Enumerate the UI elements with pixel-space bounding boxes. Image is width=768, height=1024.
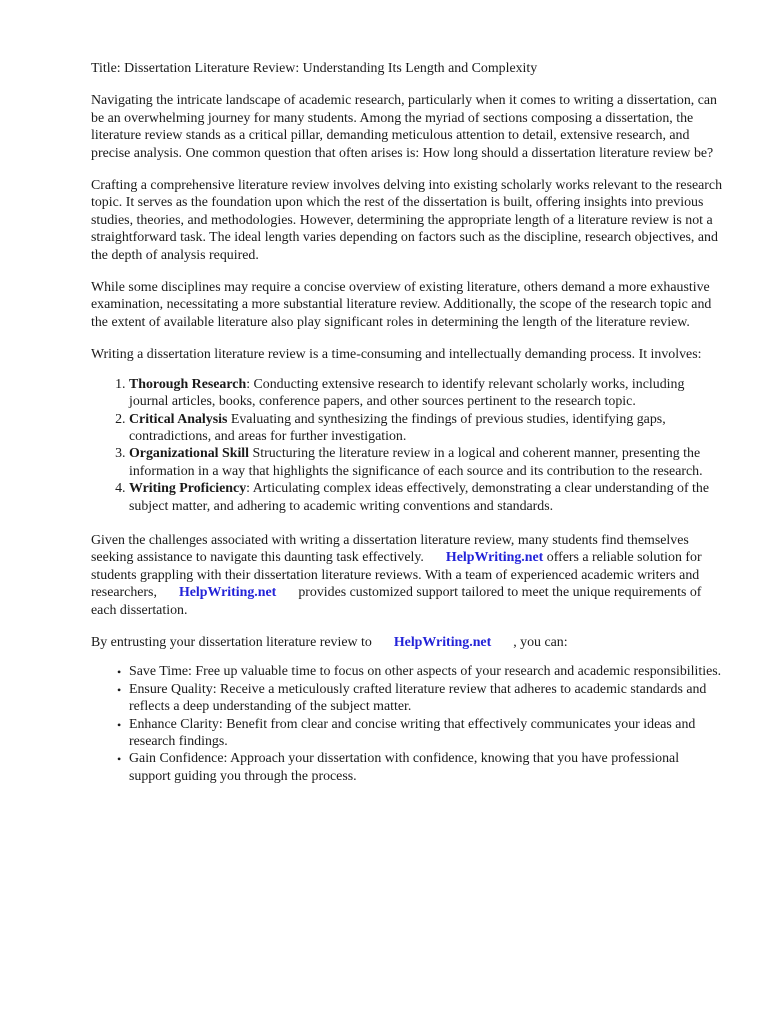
step-separator: : bbox=[246, 481, 251, 497]
list-item bbox=[129, 480, 724, 515]
list-item bbox=[129, 445, 724, 480]
bullet-icon: • bbox=[117, 752, 122, 767]
crafting-paragraph: Crafting a comprehensive literature review involves delving into existing scholarly works relevant to the research topic. It serves as the foundation upon which the rest of the dissertation is built, offering insights into previous studies, theories, and methodologies. However, determining the appropriate length of a literature review is not a straightforward task. The ideal length varies depending on factors such as the discipline, research objectives, and the depth of analysis required. bbox=[91, 178, 723, 263]
step-term: Thorough Research bbox=[129, 376, 247, 392]
assist-text-3: provides customized support tailored to meet the unique requirements of each dissertation. bbox=[91, 585, 702, 618]
helpwriting-link[interactable]: HelpWriting.net bbox=[393, 634, 492, 650]
helpwriting-link[interactable]: HelpWriting.net bbox=[178, 585, 277, 601]
steps-list bbox=[91, 376, 724, 515]
step-term: Organizational Skill bbox=[129, 446, 250, 462]
step-text: Articulating complex ideas effectively, demonstrating a clear understanding of the subject matter, and adhering to academic writing conventions and standards. bbox=[129, 481, 710, 514]
benefit-text: Ensure Quality: Receive a meticulously crafted literature review that adheres to academic standards and reflects a deep understanding of the subject matter. bbox=[129, 681, 707, 715]
document-title: Title: Dissertation Literature Review: Understanding Its Length and Complexity bbox=[91, 61, 538, 76]
step-text: Evaluating and synthesizing the findings of previous studies, identifying gaps, contradictions, and areas for further investigation. bbox=[129, 411, 666, 444]
list-item bbox=[117, 663, 724, 680]
list-item bbox=[129, 411, 724, 446]
entrust-paragraph bbox=[91, 634, 724, 651]
bullet-icon: • bbox=[117, 665, 122, 680]
helpwriting-link[interactable]: HelpWriting.net bbox=[445, 550, 544, 566]
step-term: Critical Analysis bbox=[129, 411, 228, 427]
benefit-text: Enhance Clarity: Benefit from clear and concise writing that effectively communicates your ideas and research findings. bbox=[129, 716, 696, 749]
bullet-icon: • bbox=[117, 682, 122, 697]
list-item bbox=[117, 681, 724, 716]
entrust-suffix: , you can: bbox=[513, 634, 568, 650]
step-text: Structuring the literature review in a logical and coherent manner, presenting the information in a way that highlights the significance of each source and its contribution to the research. bbox=[129, 446, 703, 479]
list-item bbox=[117, 750, 724, 785]
list-item bbox=[117, 716, 724, 751]
entrust-text: By entrusting your dissertation literature review to bbox=[91, 634, 372, 650]
assist-text-1: Given the challenges associated with writing a dissertation literature review, many students find themselves seeking assistance to navigate this daunting task effectively. bbox=[91, 532, 689, 566]
process-paragraph: Writing a dissertation literature review is a time-consuming and intellectually demanding process. It involves: bbox=[91, 347, 702, 363]
benefit-text: Gain Confidence: Approach your dissertation with confidence, knowing that you have professional support guiding you through the process. bbox=[129, 751, 680, 784]
assistance-paragraph bbox=[91, 532, 724, 619]
step-term: Writing Proficiency bbox=[129, 481, 247, 497]
disciplines-paragraph: While some disciplines may require a concise overview of existing literature, others demand a more exhaustive examination, necessitating a more substantial literature review. Additionally, the scope of the research topic and the extent of available literature also play significant roles in determining the length of the literature review. bbox=[91, 280, 712, 330]
bullet-icon: • bbox=[117, 717, 122, 732]
assist-text-2: offers a reliable solution for students grappling with their dissertation literature reviews. With a team of experienced academic writers and researchers, bbox=[91, 550, 702, 601]
step-text: Conducting extensive research to identify relevant scholarly works, including journal articles, books, conference papers, and other sources pertinent to the research topic. bbox=[129, 376, 685, 410]
benefits-list bbox=[91, 663, 724, 785]
list-item bbox=[129, 376, 724, 411]
step-separator: : bbox=[246, 376, 251, 392]
intro-paragraph: Navigating the intricate landscape of academic research, particularly when it comes to writing a dissertation, can be an overwhelming journey for many students. Among the myriad of sections composing a dissertation, the literature review stands as a critical pillar, demanding meticulous attention to detail, extensive research, and precise analysis. One common question that often arises is: How long should a dissertation literature review be? bbox=[91, 93, 717, 161]
benefit-text: Save Time: Free up valuable time to focus on other aspects of your research and academic responsibilities. bbox=[129, 664, 722, 680]
